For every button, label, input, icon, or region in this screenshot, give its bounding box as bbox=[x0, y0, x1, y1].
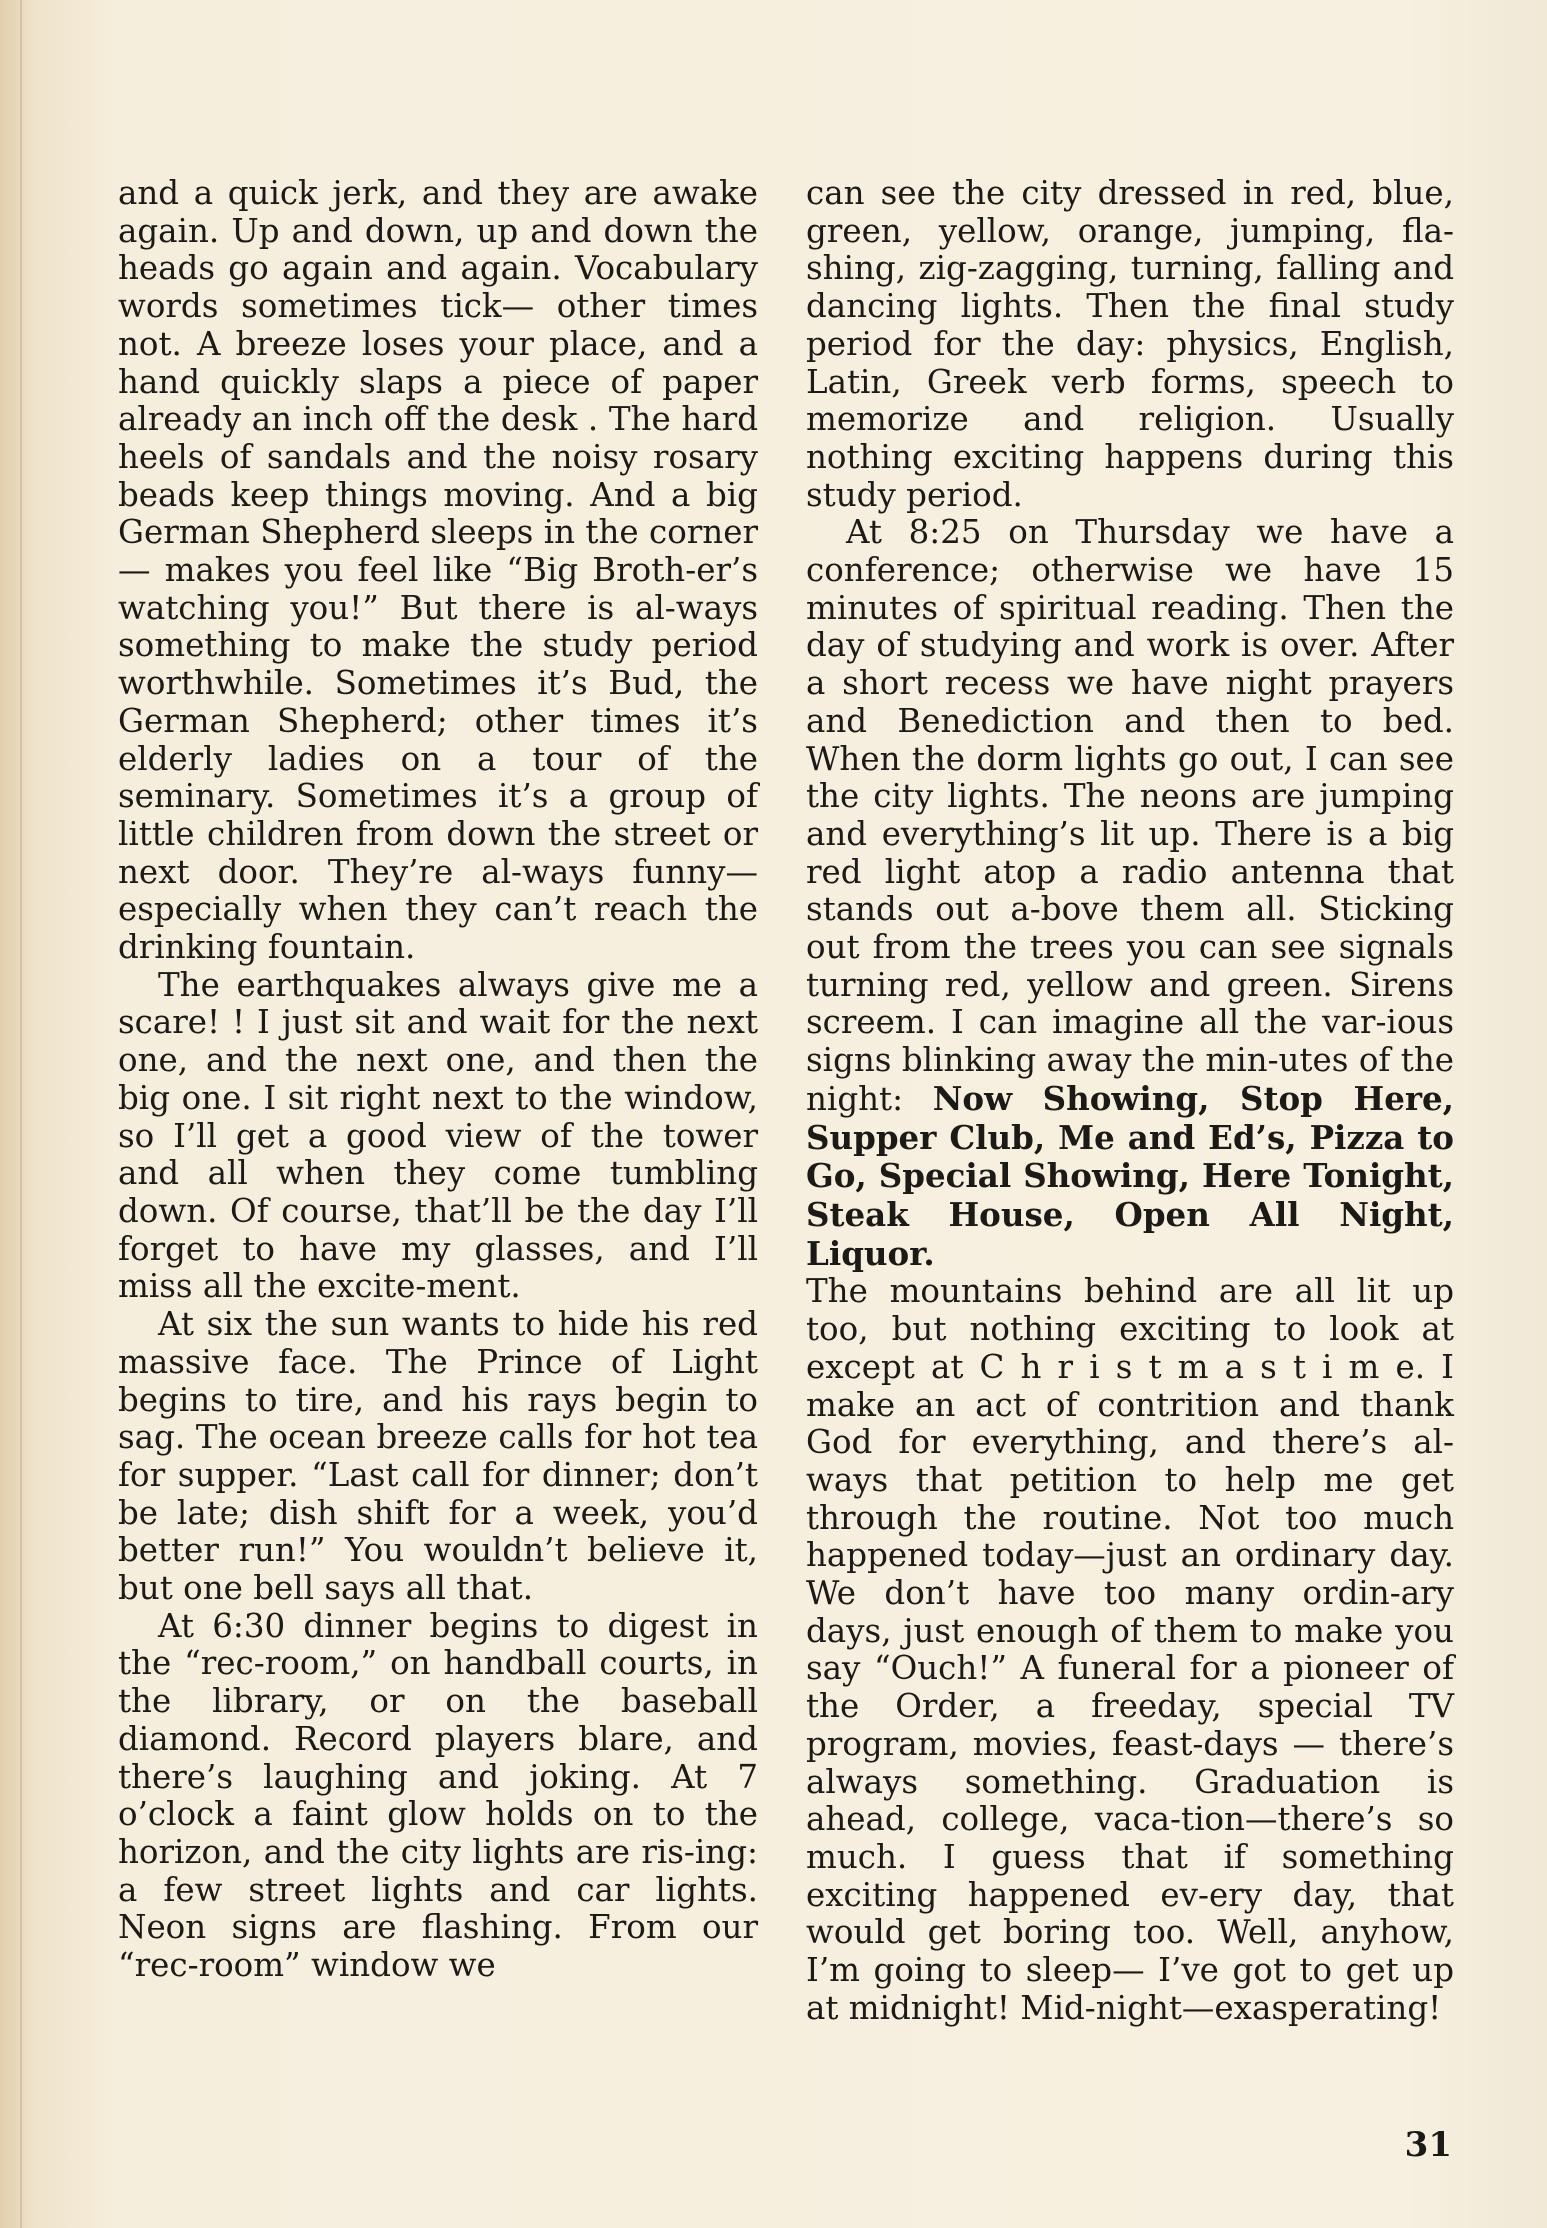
binding-crease bbox=[20, 0, 22, 2228]
left-paragraph-2: The earthquakes always give me a scare! ! I just sit and wait for the next one, and the next one, and then the big one. I sit right next to the window, so I’ll get a good view of the tower and all when they come tumbling down. Of course, that’ll be the day I’ll forget to have my glasses, and I’ll miss all the excite-ment. bbox=[118, 965, 758, 1306]
right-text-column bbox=[806, 175, 1454, 2027]
right-paragraph-2-text: At 8:25 on Thursday we have a conference; otherwise we have 15 minutes of spiritual reading. Then the day of studying and work is over. After a short recess we have night prayers and Benediction and then to bed. When the dorm lights go out, I can see the city lights. The neons are jumping and everything’s lit up. There is a big red light atop a radio antenna that stands out a-bove them all. Sticking out from the trees you can see signals turning red, yellow and green. Sirens screem. I can imagine all the var-ious signs blinking away the min-utes of the night: bbox=[806, 513, 1454, 1118]
page-number: 31 bbox=[1404, 2125, 1452, 2165]
right-paragraph-2 bbox=[806, 514, 1454, 1273]
left-paragraph-3: At six the sun wants to hide his red massive face. The Prince of Light begins to tire, and his rays begin to sag. The ocean breeze calls for hot tea for supper. “Last call for dinner; don’t be late; dish shift for a week, you’d better run!” You wouldn’t believe it, but one bell says all that. bbox=[118, 1305, 758, 1608]
right-paragraph-3: The mountains behind are all lit up too, but nothing exciting to look at except at C h r i s t m a s t i m e. I make an act of contrition and thank God for everything, and there’s al-ways that petition to help me get through the routine. Not too much happened today—just an ordinary day. We don’t have too many ordin-ary days, just enough of them to make you say “Ouch!” A funeral for a pioneer of the Order, a freeday, special TV program, movies, feast-days — there’s always something. Graduation is ahead, college, vaca-tion—there’s so much. I guess that if something exciting happened ev-ery day, that would get boring too. Well, anyhow, I’m going to sleep— I’ve got to get up at midnight! Mid-night—exasperating! bbox=[806, 1272, 1454, 2027]
left-paragraph-4: At 6:30 dinner begins to digest in the “rec-room,” on handball courts, in the library, or on the baseball diamond. Record players blare, and there’s laughing and joking. At 7 o’clock a faint glow holds on to the horizon, and the city lights are ris-ing: a few street lights and car lights. Neon signs are flashing. From our “rec-room” window we bbox=[118, 1606, 758, 1985]
left-text-column bbox=[118, 175, 758, 1985]
sign-list-bold: Now Showing, Stop Here, Supper Club, Me and Ed’s, Pizza to Go, Special Showing, Here Tonight, Steak House, Open All Night, Liquor. bbox=[806, 1078, 1454, 1273]
left-paragraph-1: and a quick jerk, and they are awake again. Up and down, up and down the heads go again and again. Vocabulary words sometimes tick— other times not. A breeze loses your place, and a hand quickly slaps a piece of paper already an inch off the desk . The hard heels of sandals and the noisy rosary beads keep things moving. And a big German Shepherd sleeps in the corner— makes you feel like “Big Broth-er’s watching you!” But there is al-ways something to make the study period worthwhile. Sometimes it’s Bud, the German Shepherd; other times it’s elderly ladies on a tour of the seminary. Sometimes it’s a group of little children from down the street or next door. They’re al-ways funny—especially when they can’t reach the drinking fountain. bbox=[118, 174, 758, 967]
right-paragraph-1: can see the city dressed in red, blue, green, yellow, orange, jumping, fla-shing, zig-zagging, turning, falling and dancing lights. Then the final study period for the day: physics, English, Latin, Greek verb forms, speech to memorize and religion. Usually nothing exciting happens during this study period. bbox=[806, 174, 1454, 514]
